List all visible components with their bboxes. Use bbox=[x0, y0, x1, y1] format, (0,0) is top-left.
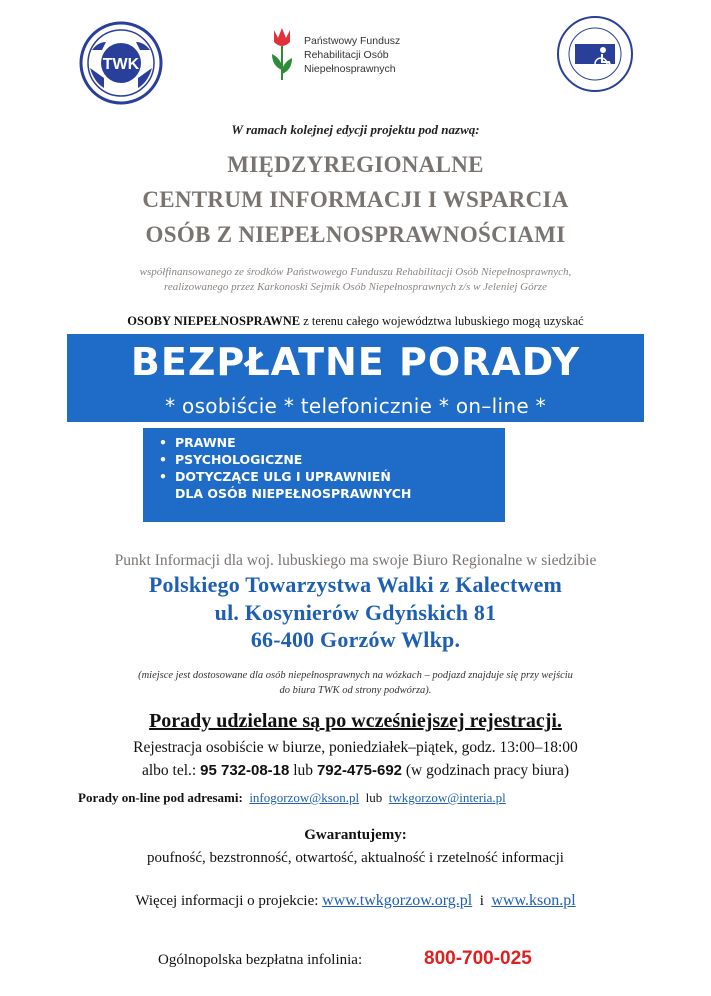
cofinancing-line-1: współfinansowanego ze środków Państwowego Funduszu Rehabilitacji Osób Niepełnosprawnych, bbox=[139, 266, 572, 278]
registration-phones bbox=[0, 762, 711, 780]
pfron-line-3: Niepełnosprawnych bbox=[304, 63, 396, 75]
eligibility-line bbox=[0, 314, 711, 329]
eligibility-rest: z terenu całego województwa lubuskiego mogą uzyskać bbox=[300, 314, 584, 328]
website-link-1[interactable]: www.twkgorzow.org.pl bbox=[322, 892, 473, 909]
guarantee-heading: Gwarantujemy: bbox=[304, 827, 407, 843]
project-title-line-3: OSÓB Z NIEPEŁNOSPRAWNOŚCIAMI bbox=[145, 222, 566, 247]
office-organization: Polskiego Towarzystwa Walki z Kalectwem bbox=[148, 572, 563, 597]
pfron-tulip-icon bbox=[268, 26, 298, 84]
phone-prefix: albo tel.: bbox=[142, 762, 201, 779]
phone-separator: lub bbox=[289, 762, 317, 779]
project-intro: W ramach kolejnej edycji projektu pod nazwą: bbox=[231, 122, 480, 137]
kson-wheelchair-seal-logo bbox=[555, 14, 635, 94]
project-title-line-2: CENTRUM INFORMACJI I WSPARCIA bbox=[142, 187, 569, 212]
email-separator: lub bbox=[365, 790, 383, 805]
cofinancing-note bbox=[0, 265, 711, 295]
project-title-line-1: MIĘDZYREGIONALNE bbox=[227, 152, 484, 177]
advice-type-item: • PRAWNE bbox=[175, 434, 505, 451]
pfron-line-2: Rehabilitacji Osób bbox=[304, 49, 389, 61]
office-street: ul. Kosynierów Gdyńskich 81 bbox=[214, 600, 497, 625]
advice-type-item-continued: DLA OSÓB NIEPEŁNOSPRAWNYCH bbox=[175, 486, 412, 501]
cofinancing-line-2: realizowanego przez Karkonoski Sejmik Osób Niepełnosprawnych z/s w Jeleniej Górze bbox=[163, 281, 548, 293]
accessibility-note-line-1: (miejsce jest dostosowane dla osób niepełnosprawnych na wózkach – podjazd znajduje się przy wejściu bbox=[138, 670, 573, 681]
pfron-line-1: Państwowy Fundusz bbox=[304, 35, 401, 47]
guarantee-values: poufność, bezstronność, otwartość, aktualność i rzetelność informacji bbox=[147, 850, 564, 866]
phone-suffix: (w godzinach pracy biura) bbox=[402, 762, 569, 779]
hotline-number[interactable]: 800-700-025 bbox=[424, 948, 532, 969]
phone-number-2[interactable]: 792-475-692 bbox=[316, 762, 403, 779]
more-info-line bbox=[0, 892, 711, 910]
online-advice-line bbox=[78, 790, 678, 806]
office-intro: Punkt Informacji dla woj. lubuskiego ma swoje Biuro Regionalne w siedzibie bbox=[114, 552, 597, 569]
accessibility-note-line-2: do biura TWK od strony podwórza). bbox=[279, 685, 432, 696]
office-city: 66-400 Gorzów Wlkp. bbox=[250, 627, 461, 652]
hotline-label: Ogólnopolska bezpłatna infolinia: bbox=[158, 952, 363, 968]
eligibility-bold: OSOBY NIEPEŁNOSPRAWNE bbox=[127, 314, 301, 328]
twk-emblem-logo bbox=[78, 20, 164, 106]
email-link-2[interactable]: twkgorzow@interia.pl bbox=[388, 790, 506, 805]
website-link-2[interactable]: www.kson.pl bbox=[491, 892, 576, 909]
online-label: Porady on-line pod adresami: bbox=[78, 790, 243, 805]
advice-type-item: • DOTYCZĄCE ULG I UPRAWNIEŃ bbox=[175, 468, 505, 485]
advice-types-box bbox=[143, 428, 505, 522]
pfron-logo bbox=[268, 26, 468, 84]
banner-modes: * osobiście * telefonicznie * on–line * bbox=[165, 394, 546, 418]
more-info-label: Więcej informacji o projekcie: bbox=[135, 893, 319, 909]
accessibility-note bbox=[0, 668, 711, 698]
twk-logo-text: TWK bbox=[102, 56, 140, 73]
registration-hours: Rejestracja osobiście w biurze, poniedziałek–piątek, godz. 13:00–18:00 bbox=[133, 739, 578, 756]
registration-heading: Porady udzielane są po wcześniejszej rejestracji. bbox=[149, 710, 562, 732]
website-separator: i bbox=[479, 893, 484, 909]
phone-number-1[interactable]: 95 732-08-18 bbox=[200, 762, 290, 779]
advice-type-item: • PSYCHOLOGICZNE bbox=[175, 451, 505, 468]
free-advice-banner bbox=[67, 334, 644, 422]
email-link-1[interactable]: infogorzow@kson.pl bbox=[249, 790, 360, 805]
banner-title: BEZPŁATNE PORADY bbox=[130, 340, 581, 384]
